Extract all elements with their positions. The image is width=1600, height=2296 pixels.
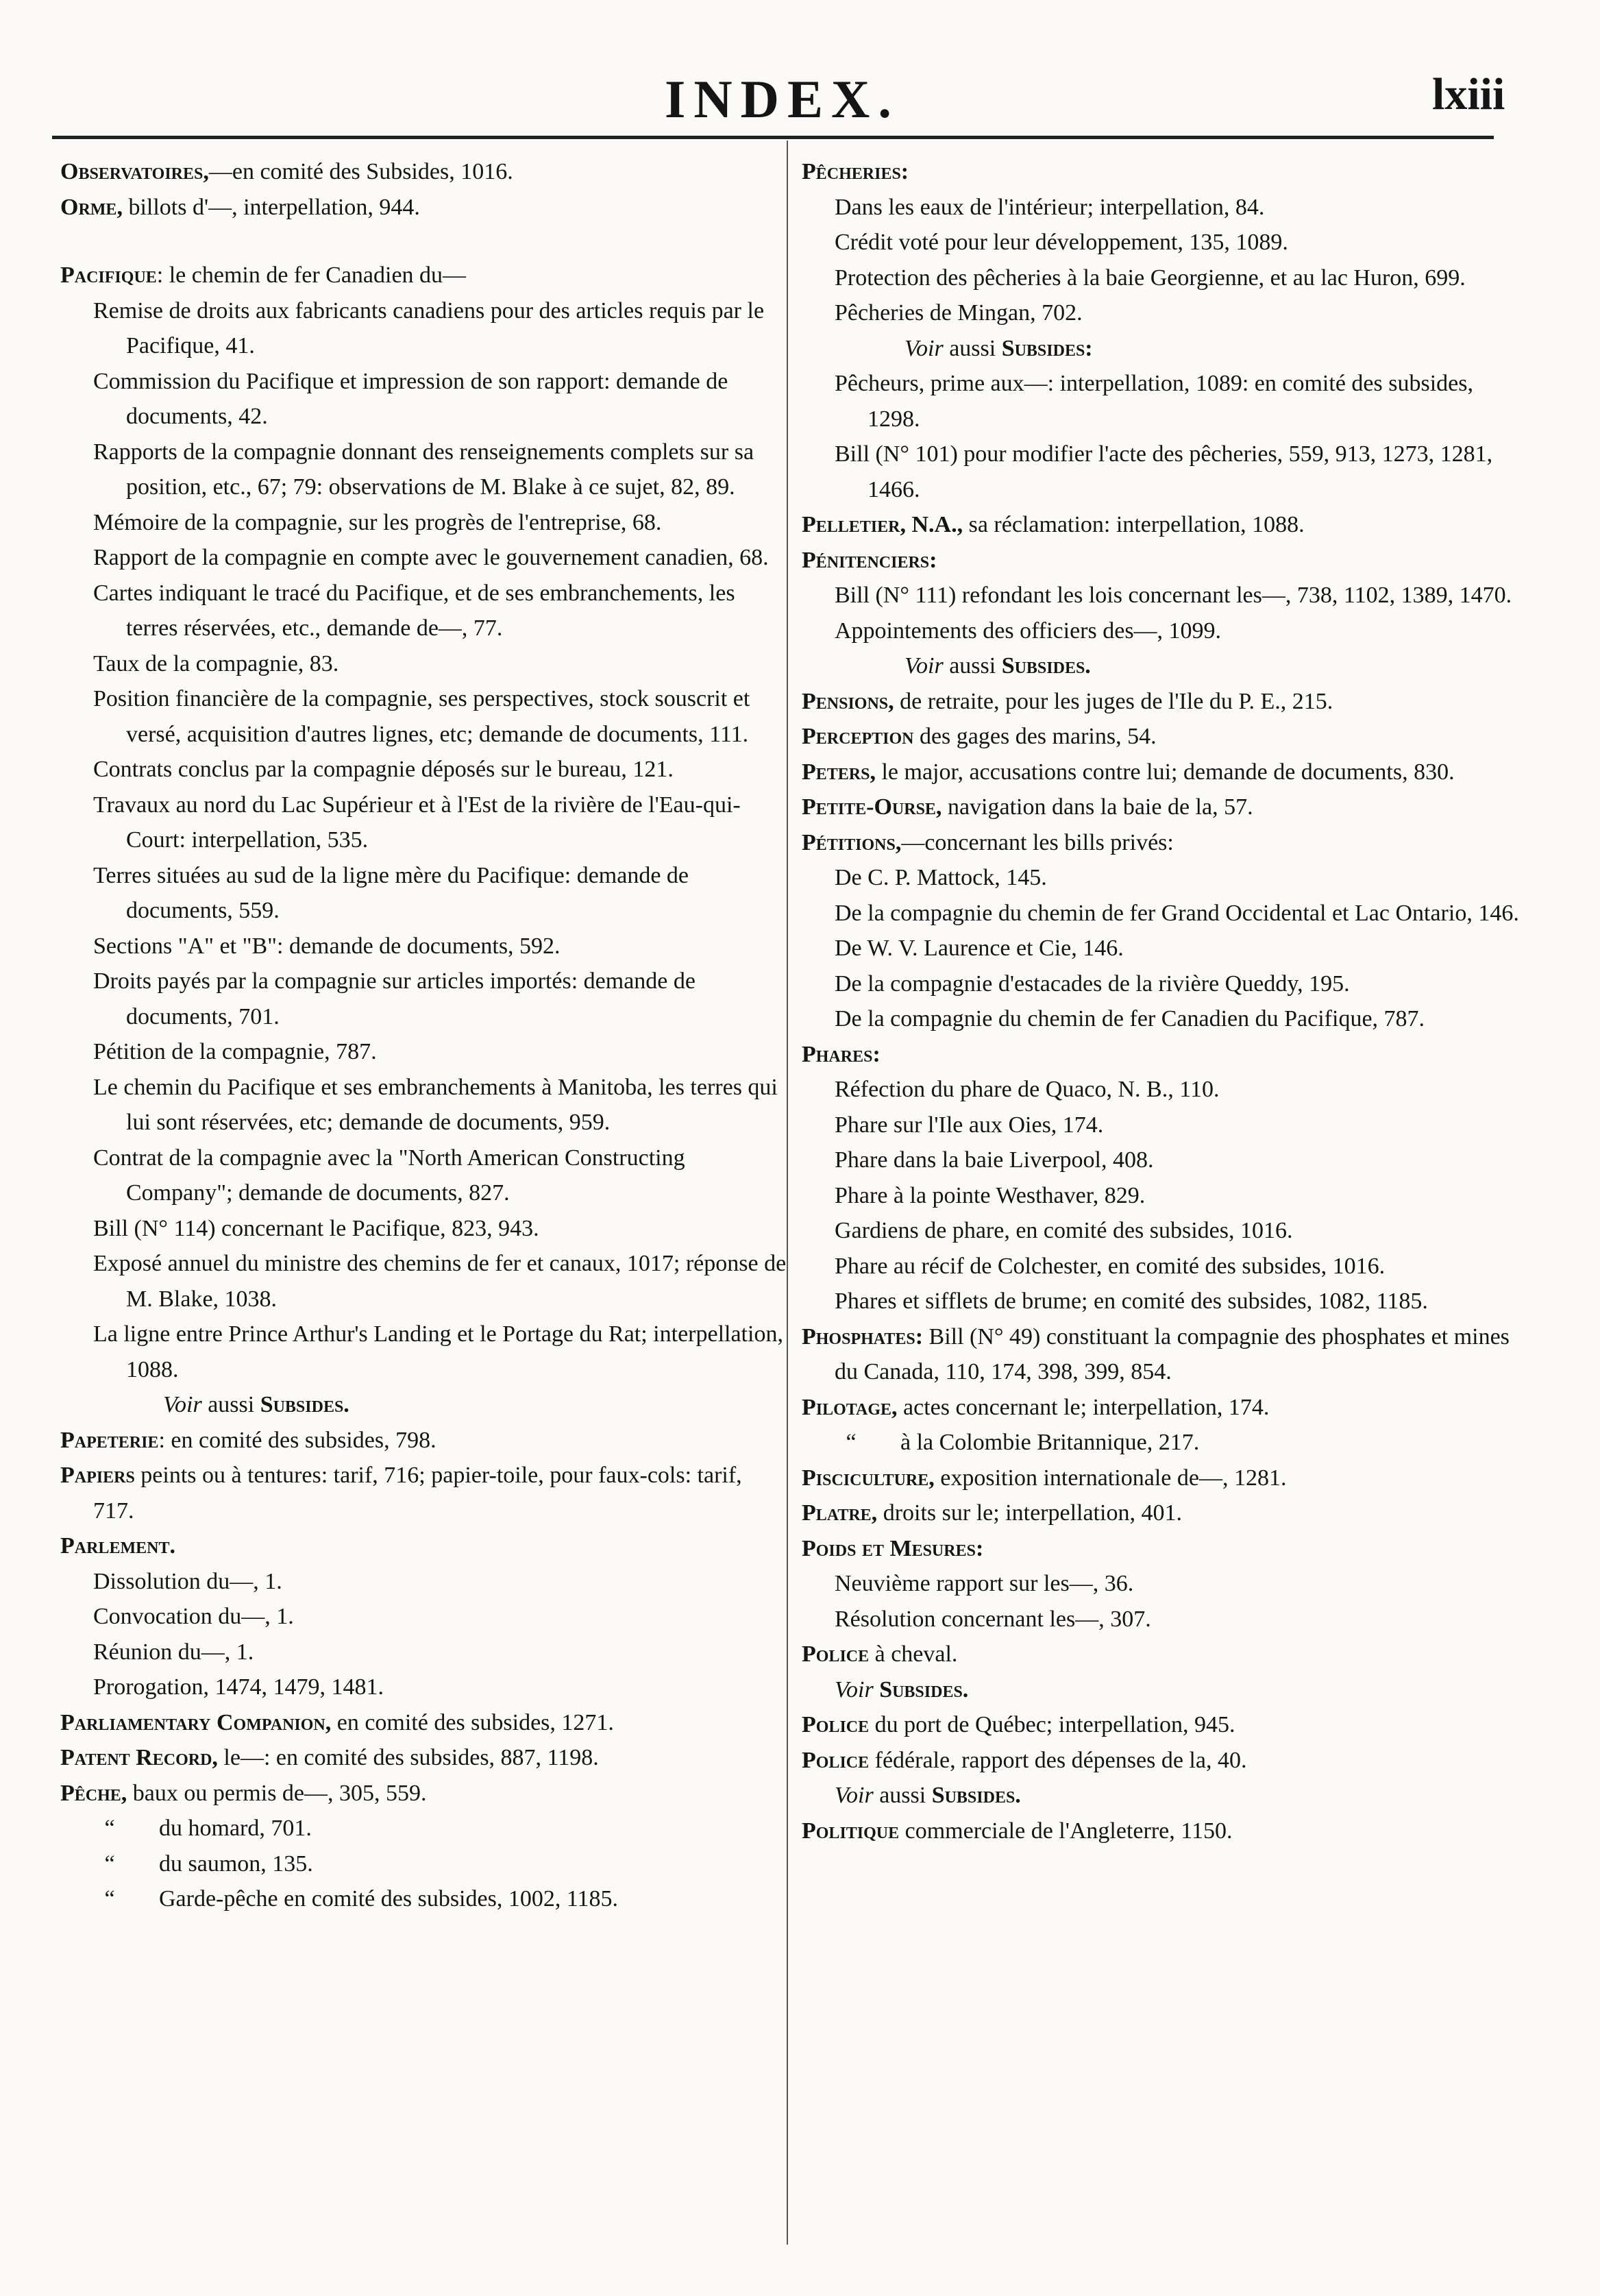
index-entry-police-port: Police du port de Québec; interpellation, 945. xyxy=(802,1712,1235,1737)
index-entry-orme: Orme, billots d'—, interpellation, 944. xyxy=(60,194,420,220)
subentry: “ du homard, 701. xyxy=(104,1816,312,1841)
see-also-reference: Voir aussi Subsides. xyxy=(904,653,1091,679)
index-entry-platre: Platre, droits sur le; interpellation, 401. xyxy=(802,1500,1182,1526)
subentry: Pêcheries de Mingan, 702. xyxy=(835,300,1083,326)
see-also-reference: Voir aussi Subsides. xyxy=(835,1783,1021,1808)
subentry: Contrat de la compagnie avec la "North American Constructing Company"; demande de documents, 827. xyxy=(93,1145,685,1206)
index-entry-petite-ourse: Petite-Ourse, navigation dans la baie de la, 57. xyxy=(802,794,1253,820)
subentry: Pêcheurs, prime aux—: interpellation, 1089: en comité des subsides, 1298. xyxy=(835,371,1473,432)
subentry: De la compagnie du chemin de fer Canadien du Pacifique, 787. xyxy=(835,1006,1425,1031)
column-divider xyxy=(787,141,788,2245)
index-entry-petitions: Pétitions,—concernant les bills privés: xyxy=(802,829,1174,855)
index-entry-phosphates: Phosphates: Bill (N° 49) constituant la compagnie des phosphates et mines du Canada, 110, 174, 398, 399, 854. xyxy=(802,1323,1510,1384)
subentry: Le chemin du Pacifique et ses embranchements à Manitoba, les terres qui lui sont réservées, etc; demande de documents, 959. xyxy=(93,1074,778,1135)
subentry: Sections "A" et "B": demande de documents, 592. xyxy=(93,933,561,959)
subentry: Appointements des officiers des—, 1099. xyxy=(835,618,1222,644)
subentry: “ à la Colombie Britannique, 217. xyxy=(846,1430,1200,1455)
subentry: Gardiens de phare, en comité des subsides, 1016. xyxy=(835,1218,1293,1243)
index-entry-pisciculture: Pisciculture, exposition internationale de—, 1281. xyxy=(802,1465,1287,1491)
index-entry-penitenciers: Pénitenciers: xyxy=(802,547,937,573)
page-number: lxiii xyxy=(1432,69,1505,119)
index-entry-peters: Peters, le major, accusations contre lui; demande de documents, 830. xyxy=(802,759,1455,785)
subentry: Neuvième rapport sur les—, 36. xyxy=(835,1571,1134,1596)
subentry: Dans les eaux de l'intérieur; interpellation, 84. xyxy=(835,194,1265,220)
subentry: Résolution concernant les—, 307. xyxy=(835,1606,1151,1632)
index-entry-poids-et-mesures: Poids et Mesures: xyxy=(802,1535,984,1561)
subentry: Remise de droits aux fabricants canadiens pour des articles requis par le Pacifique, 41. xyxy=(93,297,765,358)
subentry: Phare dans la baie Liverpool, 408. xyxy=(835,1147,1154,1173)
entry-gap xyxy=(60,225,787,258)
index-entry-phares: Phares: xyxy=(802,1041,881,1067)
subentry: Crédit voté pour leur développement, 135, 1089. xyxy=(835,230,1288,255)
subentry: Phare au récif de Colchester, en comité des subsides, 1016. xyxy=(835,1253,1386,1279)
subentry: Bill (N° 101) pour modifier l'acte des pêcheries, 559, 913, 1273, 1281, 1466. xyxy=(835,441,1493,502)
index-entry-peche: Pêche, baux ou permis de—, 305, 559. xyxy=(60,1780,427,1806)
index-entry-pilotage: Pilotage, actes concernant le; interpellation, 174. xyxy=(802,1394,1270,1420)
subentry: Droits payés par la compagnie sur articles importés: demande de documents, 701. xyxy=(93,968,696,1029)
index-entry-perception: Perception des gages des marins, 54. xyxy=(802,724,1157,749)
index-entry-police-a-cheval: Police à cheval. xyxy=(802,1641,958,1667)
subentry: “ du saumon, 135. xyxy=(104,1851,313,1877)
index-entry-pensions: Pensions, de retraite, pour les juges de l'Ile du P. E., 215. xyxy=(802,688,1333,714)
subentry: Phare à la pointe Westhaver, 829. xyxy=(835,1182,1146,1208)
index-entry-parliamentary-companion: Parliamentary Companion, en comité des subsides, 1271. xyxy=(60,1709,614,1735)
subentry: Phares et sifflets de brume; en comité des subsides, 1082, 1185. xyxy=(835,1289,1428,1314)
index-entry-parlement: Parlement. xyxy=(60,1533,175,1559)
index-entry-observatoires: Observatoires,—en comité des Subsides, 1016. xyxy=(60,159,513,184)
subentry: Exposé annuel du ministre des chemins de fer et canaux, 1017; réponse de M. Blake, 1038. xyxy=(93,1251,787,1312)
subentry: Rapport de la compagnie en compte avec le gouvernement canadien, 68. xyxy=(93,545,769,570)
subentry: Mémoire de la compagnie, sur les progrès de l'entreprise, 68. xyxy=(93,509,662,535)
subentry: De W. V. Laurence et Cie, 146. xyxy=(835,936,1124,961)
subentry: Prorogation, 1474, 1479, 1481. xyxy=(93,1674,384,1700)
index-entry-pelletier: Pelletier, N.A., sa réclamation: interpellation, 1088. xyxy=(802,512,1305,537)
see-also-reference: Voir Subsides. xyxy=(835,1676,969,1702)
subentry: Réfection du phare de Quaco, N. B., 110. xyxy=(835,1077,1220,1102)
subentry: Travaux au nord du Lac Supérieur et à l'Est de la rivière de l'Eau-qui-Court: interpellation, 535. xyxy=(93,792,741,853)
subentry: De la compagnie du chemin de fer Grand Occidental et Lac Ontario, 146. xyxy=(835,900,1519,926)
subentry: De C. P. Mattock, 145. xyxy=(835,865,1047,890)
right-column xyxy=(802,154,1528,1848)
subentry: Taux de la compagnie, 83. xyxy=(93,650,339,676)
index-entry-police-federale: Police fédérale, rapport des dépenses de la, 40. xyxy=(802,1747,1247,1773)
subentry: Protection des pêcheries à la baie Georgienne, et au lac Huron, 699. xyxy=(835,265,1466,291)
see-also-reference: Voir aussi Subsides: xyxy=(904,335,1093,361)
page-header xyxy=(0,0,1600,137)
index-entry-politique: Politique commerciale de l'Angleterre, 1150. xyxy=(802,1818,1233,1844)
subentry: Bill (N° 114) concernant le Pacifique, 823, 943. xyxy=(93,1215,539,1241)
subentry: “ Garde-pêche en comité des subsides, 1002, 1185. xyxy=(104,1886,619,1912)
subentry: Position financière de la compagnie, ses perspectives, stock souscrit et versé, acquisition d'autres lignes, etc; demande de documents, 111. xyxy=(93,686,750,747)
subentry: Rapports de la compagnie donnant des renseignements complets sur sa position, etc., 67; 79: observations de M. Blake à ce sujet, 82, 89. xyxy=(93,439,754,500)
index-entry-pacifique: Pacifique: le chemin de fer Canadien du— xyxy=(60,262,467,288)
index-entry-patent-record: Patent Record, le—: en comité des subsides, 887, 1198. xyxy=(60,1745,599,1770)
subentry: Commission du Pacifique et impression de son rapport: demande de documents, 42. xyxy=(93,368,728,429)
subentry: La ligne entre Prince Arthur's Landing et le Portage du Rat; interpellation, 1088. xyxy=(93,1321,783,1382)
subentry: Phare sur l'Ile aux Oies, 174. xyxy=(835,1112,1104,1138)
index-entry-papeterie: Papeterie: en comité des subsides, 798. xyxy=(60,1427,436,1453)
see-also-reference: Voir aussi Subsides. xyxy=(163,1392,349,1417)
subentry: Terres situées au sud de la ligne mère du Pacifique: demande de documents, 559. xyxy=(93,862,689,923)
subentry: Bill (N° 111) refondant les lois concernant les—, 738, 1102, 1389, 1470. xyxy=(835,583,1512,608)
page-title: INDEX. xyxy=(665,69,900,129)
index-entry-pecheries: Pêcheries: xyxy=(802,159,909,184)
header-rule xyxy=(52,136,1494,139)
index-entry-papiers: Papiers peints ou à tentures: tarif, 716; papier-toile, pour faux-cols: tarif, 717. xyxy=(60,1463,742,1524)
left-column xyxy=(60,154,787,1917)
subentry: De la compagnie d'estacades de la rivière Queddy, 195. xyxy=(835,970,1350,997)
subentry: Contrats conclus par la compagnie déposés sur le bureau, 121. xyxy=(93,757,674,782)
subentry: Pétition de la compagnie, 787. xyxy=(93,1039,377,1064)
subentry: Cartes indiquant le tracé du Pacifique, et de ses embranchements, les terres réservées, etc., demande de—, 77. xyxy=(93,580,735,641)
subentry: Réunion du—, 1. xyxy=(93,1639,254,1665)
subentry: Convocation du—, 1. xyxy=(93,1604,294,1629)
subentry: Dissolution du—, 1. xyxy=(93,1568,282,1594)
